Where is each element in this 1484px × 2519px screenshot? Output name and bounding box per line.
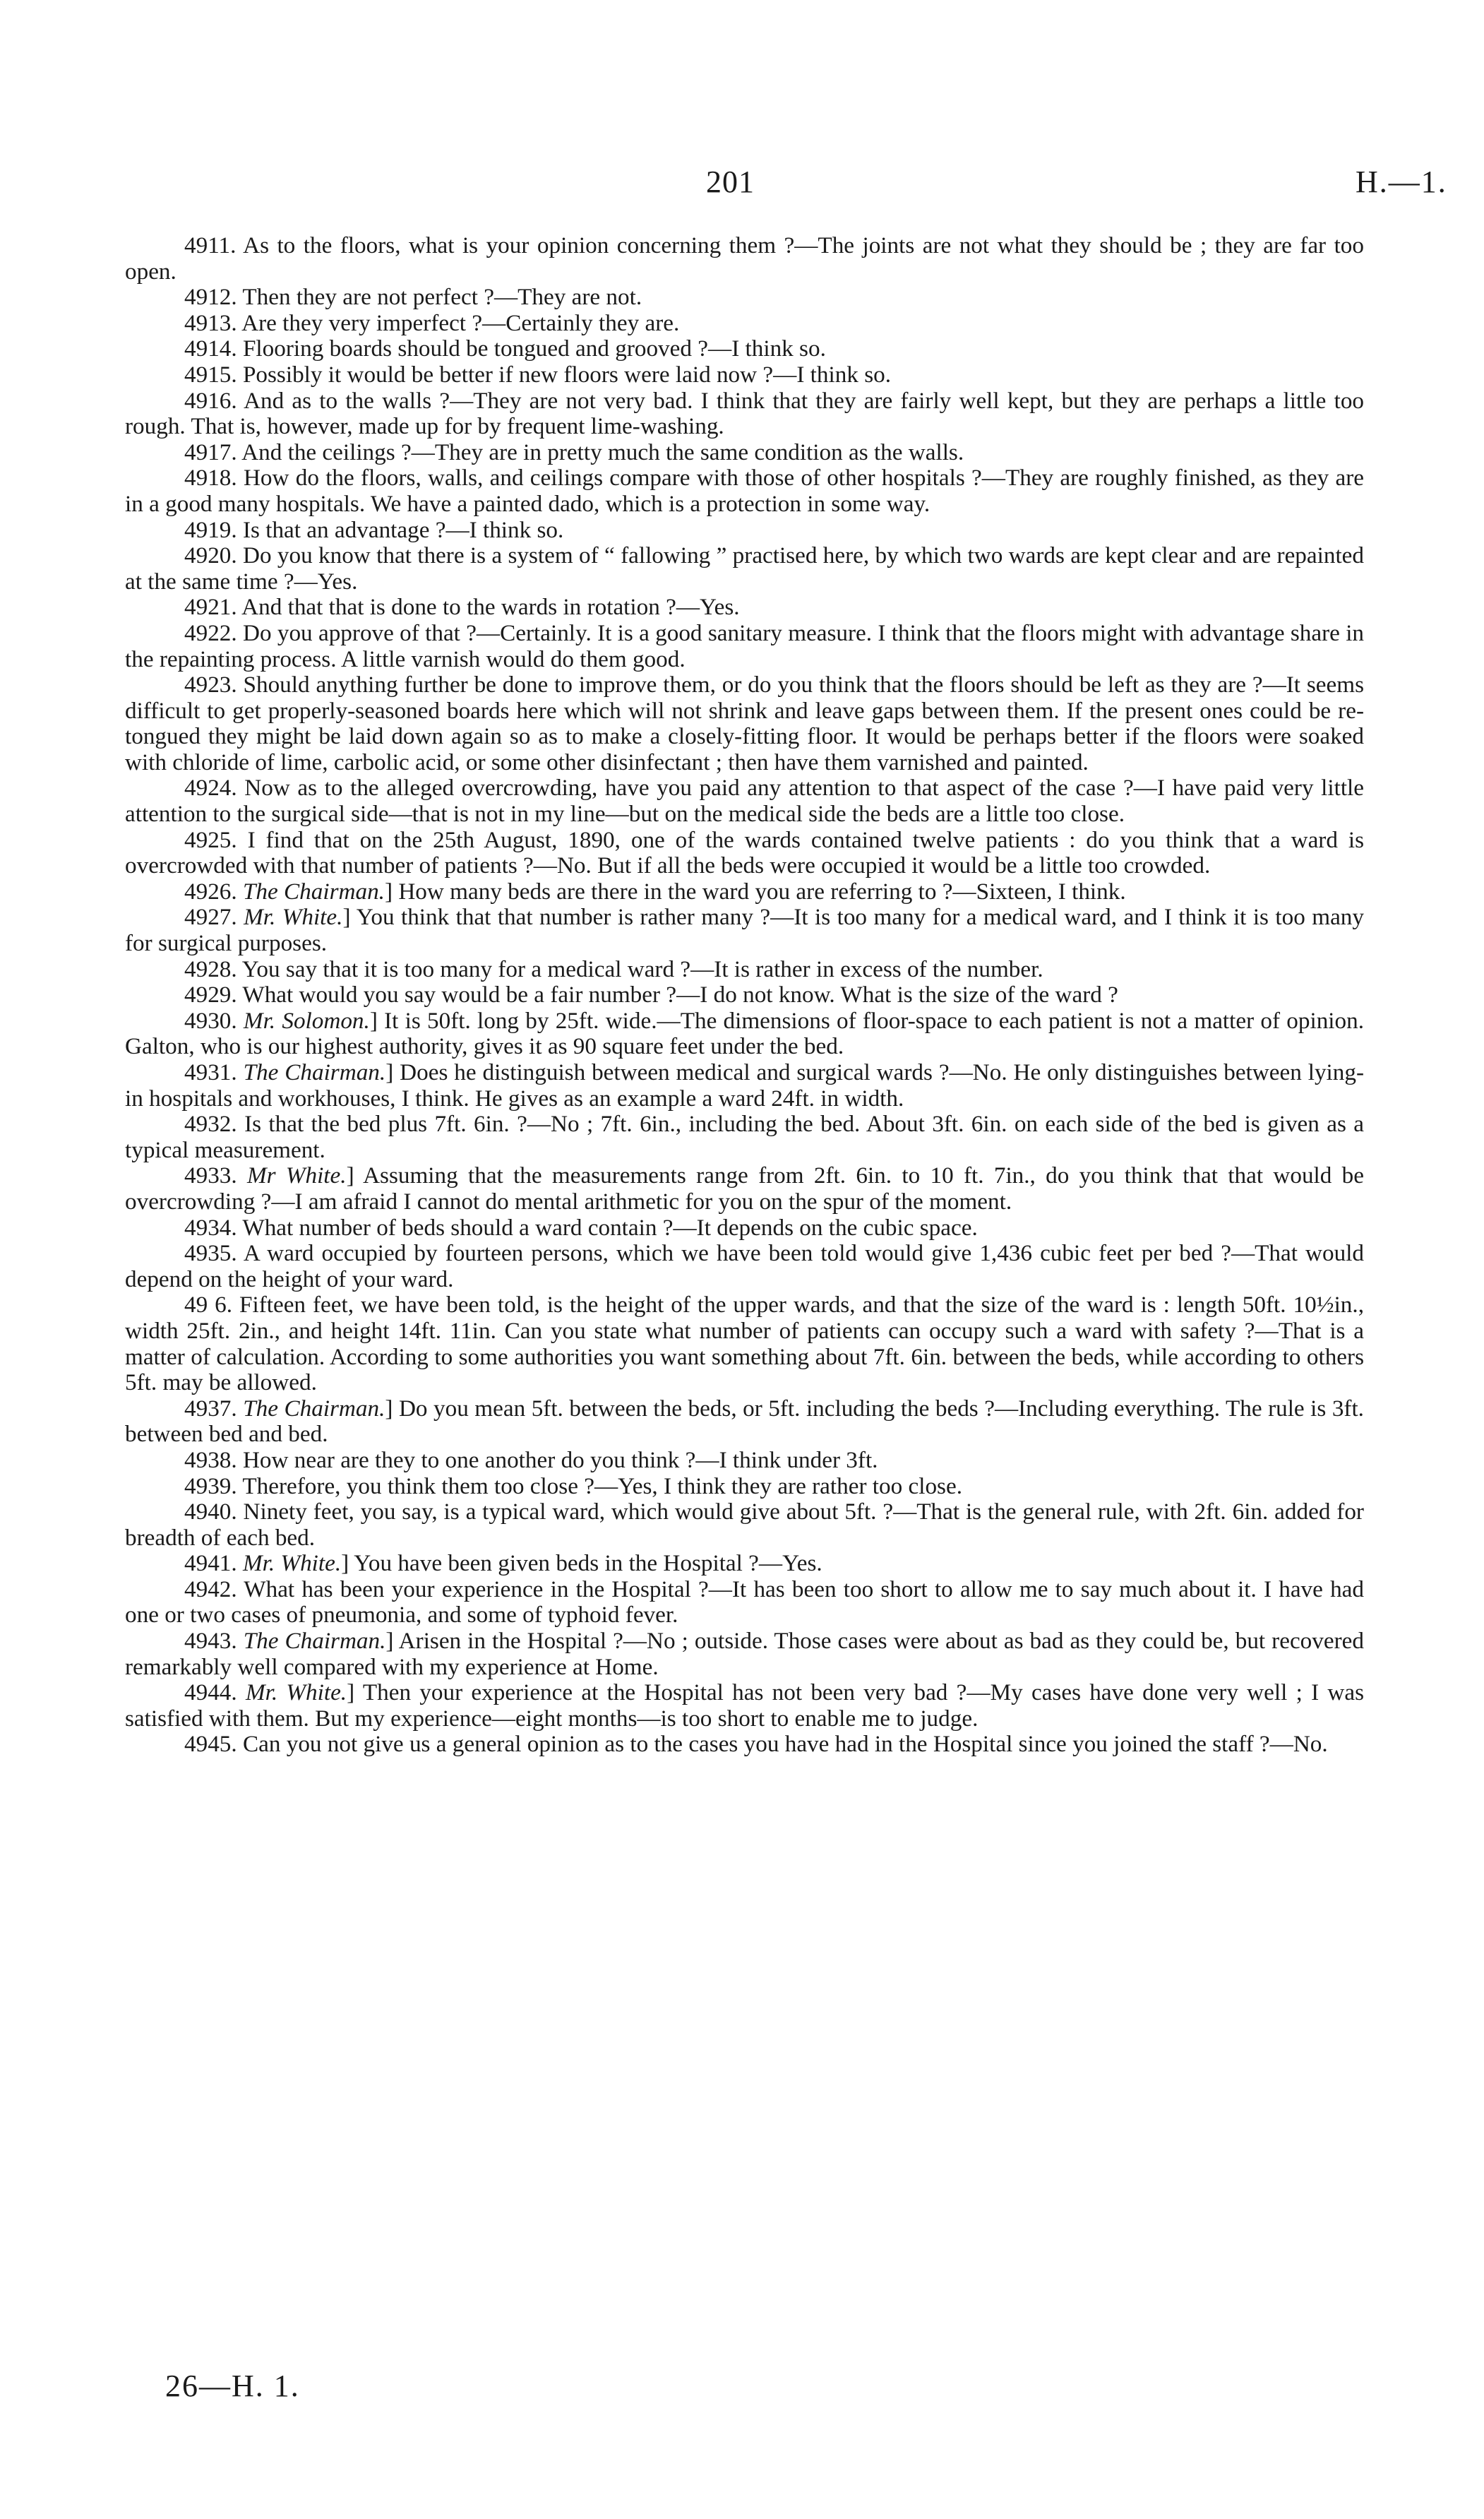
question-answer-text: How do the floors, walls, and ceilings compare with those of other hospitals ?—They are roughly finished, as they are in a good many hospitals. We have a painted dado, which is a protection in some way.: [125, 465, 1365, 517]
question-answer-text: Then your experience at the Hospital has not been very bad ?—My cases have done very well ; I was satisfied with them. But my experience—eight months—is too short to enable me to judge.: [125, 1679, 1365, 1732]
question-number: 4934.: [184, 1214, 237, 1241]
question-answer-text: As to the floors, what is your opinion concerning them ?—The joints are not what they should be ; they are far too open.: [125, 232, 1364, 285]
question-answer-text: Fifteen feet, we have been told, is the height of the upper wards, and that the size of the ward is : length 50ft. 10½in., width 25ft. 2in., and height 14ft. 11in. Can you state what number of patients can occupy such a ward with safety ?—That is a matter of calculation. According to some authorities you want something about 7ft. 6in. between the beds, while according to others 5ft. may be allowed.: [125, 1292, 1364, 1396]
question-answer-text: Do you know that there is a system of “ fallowing ” practised here, by which two wards are kept clear and are repainted at the same time ?—Yes.: [125, 542, 1364, 595]
question-paragraph: [125, 1577, 1364, 1628]
question-number: 4912.: [184, 284, 237, 311]
question-number: 4937.: [184, 1395, 237, 1422]
page-header: [0, 164, 1484, 206]
question-answer-text: And that that is done to the wards in rotation ?—Yes.: [241, 594, 740, 621]
question-answer-text: Does he distinguish between medical and surgical wards ?—No. He only distinguishes between lying-in hospitals and workhouses, I think. He gives as an example a ward 24ft. in width.: [125, 1059, 1365, 1112]
question-paragraph: [125, 1241, 1364, 1292]
question-number: 4928.: [184, 955, 237, 982]
question-paragraph: 4933. Mr White.] Assuming that the measurements range from 2ft. 6in. to 10 ft. 7in., do you think that that would be overcrowding ?—I am afraid I cannot do mental arithmetic for you on the spur of the moment.: [125, 1162, 1364, 1215]
question-answer-text: Do you approve of that ?—Certainly. It is a good sanitary measure. I think that the floors might with advantage share in the repainting process. A little varnish would do them good.: [125, 619, 1365, 672]
question-answer-text: Now as to the alleged overcrowding, have you paid any attention to that aspect of the case ?—I have paid very little attention to the surgical side—that is not in my line—but on the medical side the beds are a little too close.: [125, 775, 1364, 828]
question-number: 4944.: [184, 1679, 237, 1706]
question-answer-text: What would you say would be a fair number ?—I do not know. What is the size of the ward ?: [242, 982, 1118, 1008]
question-paragraph: [125, 1292, 1364, 1395]
question-number: 4943.: [184, 1628, 237, 1655]
question-paragraph: [125, 465, 1364, 517]
question-paragraph: [125, 1112, 1364, 1163]
document-reference: H.—1.: [1356, 165, 1447, 199]
question-number: 4929.: [184, 982, 237, 1008]
question-number: 4939.: [184, 1472, 237, 1499]
question-paragraph: 4931. The Chairman.] Does he distinguish between medical and surgical wards ?—No. He only distinguishes between lying-in hospitals and workhouses, I think. He gives as an example a ward 24ft. in width.: [125, 1059, 1365, 1112]
question-answer-text: You think that that number is rather many ?—It is too many for a medical ward, and I think it is too many for surgical purposes.: [125, 904, 1364, 957]
question-answer-text: Do you mean 5ft. between the beds, or 5ft. including the beds ?—Including everything. The rule is 3ft. between bed and bed.: [125, 1395, 1364, 1448]
question-number: 4932.: [184, 1111, 237, 1138]
question-answer-text: A ward occupied by fourteen persons, which we have been told would give 1,436 cubic feet per bed ?—That would depend on the height of your ward.: [125, 1240, 1365, 1292]
question-paragraph: [125, 518, 1364, 544]
question-answer-text: Assuming that the measurements range from 2ft. 6in. to 10 ft. 7in., do you think that that would be overcrowding ?—I am afraid I cannot do mental arithmetic for you on the spur of the moment.: [125, 1162, 1364, 1215]
question-answer-text: Then they are not perfect ?—They are not.: [242, 284, 642, 311]
question-paragraph: 4926. The Chairman.] How many beds are there in the ward you are referring to ?—Sixteen, I think.: [184, 878, 1126, 905]
question-paragraph: [125, 1474, 1364, 1500]
question-paragraph: 4941. Mr. White.] You have been given beds in the Hospital ?—Yes.: [184, 1550, 822, 1577]
question-number: 4911.: [184, 232, 237, 258]
question-paragraph: [125, 595, 1364, 621]
question-paragraph: [125, 621, 1364, 672]
question-paragraph: [125, 1215, 1364, 1241]
question-answer-text: Therefore, you think them too close ?—Yes, I think they are rather too close.: [242, 1472, 962, 1499]
speaker-name: Mr White.: [246, 1162, 347, 1189]
question-number: 4927.: [184, 904, 237, 931]
question-number: 4918.: [184, 465, 237, 492]
question-number: 4930.: [184, 1007, 237, 1034]
question-number: 4915.: [184, 361, 237, 388]
question-paragraph: 4930. Mr. Solomon.] It is 50ft. long by 25ft. wide.—The dimensions of floor-space to each patient is not a matter of opinion. Galton, who is our highest authority, gives it as 90 square feet under the bed.: [125, 1007, 1364, 1060]
speaker-name: The Chairman.: [242, 878, 385, 905]
question-number: 4940.: [184, 1499, 237, 1525]
question-number: 4913.: [184, 309, 237, 336]
question-number: 4938.: [184, 1446, 237, 1473]
question-paragraph: 4944. Mr. White.] Then your experience at the Hospital has not been very bad ?—My cases have done very well ; I was satisfied with them. But my experience—eight months—is too short to enable me to judge.: [125, 1679, 1365, 1732]
question-paragraph: [125, 543, 1364, 595]
question-paragraph: [125, 311, 1364, 337]
question-answer-text: And as to the walls ?—They are not very bad. I think that they are fairly well kept, but they are perhaps a little too rough. That is, however, made up for by frequent lime-washing.: [125, 387, 1365, 440]
question-paragraph: [125, 775, 1364, 827]
page-number: 201: [706, 165, 755, 199]
question-paragraph: 4927. Mr. White.] You think that that number is rather many ?—It is too many for a medical ward, and I think it is too many for surgical purposes.: [125, 904, 1364, 957]
question-number: 4926.: [184, 878, 237, 905]
question-answer-text: Ninety feet, you say, is a typical ward, which would give about 5ft. ?—That is the general rule, with 2ft. 6in. added for breadth of each bed.: [125, 1499, 1364, 1551]
question-paragraph: [125, 1732, 1364, 1758]
question-number: 4916.: [184, 387, 237, 414]
speaker-name: The Chairman.: [243, 1059, 386, 1085]
question-answer-text: I find that on the 25th August, 1890, one of the wards contained twelve patients : do you think that a ward is overcrowded with that number of patients ?—No. But if all the beds were occupied it would be a little too crowded.: [125, 826, 1364, 879]
speaker-name: Mr. White.: [242, 1550, 342, 1577]
question-paragraph: [125, 672, 1364, 775]
question-answer-text: Flooring boards should be tongued and grooved ?—I think so.: [242, 335, 826, 362]
question-paragraph: [125, 233, 1364, 285]
question-answer-text: How many beds are there in the ward you are referring to ?—Sixteen, I think.: [398, 878, 1126, 905]
question-number: 4923.: [184, 672, 237, 698]
question-answer-text: It is 50ft. long by 25ft. wide.—The dimensions of floor-space to each patient is not a matter of opinion. Galton, who is our highest authority, gives it as 90 square feet under the bed.: [125, 1007, 1364, 1060]
question-number: 4925.: [184, 826, 237, 853]
question-number: 4942.: [184, 1576, 237, 1602]
speaker-name: Mr. White.: [244, 904, 343, 931]
question-number: 4931.: [184, 1059, 237, 1085]
question-answer-text: You have been given beds in the Hospital ?—Yes.: [354, 1550, 822, 1577]
question-paragraph: [125, 285, 1364, 311]
question-number: 49 6.: [184, 1292, 233, 1318]
question-number: 4945.: [184, 1731, 237, 1758]
question-number: 4917.: [184, 439, 237, 465]
speaker-name: The Chairman.: [243, 1628, 386, 1655]
question-answer-text: Is that an advantage ?—I think so.: [242, 516, 564, 543]
question-answer-text: You say that it is too many for a medical ward ?—It is rather in excess of the number.: [241, 955, 1043, 982]
question-paragraph: 4937. The Chairman.] Do you mean 5ft. between the beds, or 5ft. including the beds ?—Including everything. The rule is 3ft. between bed and bed.: [125, 1395, 1364, 1448]
question-number: 4933.: [184, 1162, 237, 1189]
question-paragraph: [125, 982, 1364, 1008]
question-number: 4924.: [184, 775, 237, 802]
question-paragraph: [125, 1499, 1364, 1551]
question-number: 4935.: [184, 1240, 237, 1267]
question-paragraph: [125, 362, 1364, 388]
question-answer-text: And the ceilings ?—They are in pretty much the same condition as the walls.: [241, 439, 964, 465]
question-answer-text: Arisen in the Hospital ?—No ; outside. Those cases were about as bad as they could be, but recovered remarkably well compared with my experience at Home.: [125, 1628, 1364, 1680]
question-paragraph: [125, 440, 1364, 466]
question-answer-text: Are they very imperfect ?—Certainly they are.: [241, 309, 680, 336]
question-number: 4920.: [184, 542, 237, 569]
question-paragraph: [125, 828, 1364, 879]
question-paragraph: 4943. The Chairman.] Arisen in the Hospital ?—No ; outside. Those cases were about as bad as they could be, but recovered remarkably well compared with my experience at Home.: [125, 1628, 1364, 1680]
question-number: 4919.: [184, 516, 237, 543]
question-number: 4921.: [184, 594, 237, 621]
question-paragraph: [125, 1448, 1364, 1474]
speaker-name: Mr. White.: [245, 1679, 347, 1706]
question-number: 4922.: [184, 619, 237, 646]
question-paragraph: [125, 336, 1364, 362]
speaker-name: Mr. Solomon.: [243, 1007, 370, 1034]
question-number: 4914.: [184, 335, 237, 362]
question-answer-text: How near are they to one another do you think ?—I think under 3ft.: [242, 1446, 878, 1473]
evidence-text: [125, 233, 1364, 1758]
question-number: 4941.: [184, 1550, 237, 1577]
printer-signature: 26—H. 1.: [165, 2369, 300, 2403]
question-answer-text: Can you not give us a general opinion as to the cases you have had in the Hospital since you joined the staff ?—No.: [242, 1731, 1328, 1758]
speaker-name: The Chairman.: [243, 1395, 385, 1422]
question-answer-text: What number of beds should a ward contain ?—It depends on the cubic space.: [242, 1214, 978, 1241]
question-answer-text: Possibly it would be better if new floors were laid now ?—I think so.: [242, 361, 892, 388]
question-paragraph: [125, 957, 1364, 983]
question-answer-text: Should anything further be done to improve them, or do you think that the floors should be left as they are ?—It seems difficult to get properly-seasoned boards here which will not shrink and leave gaps between them. If the present ones could be re-tongued they might be laid down again so as to make a closely-fitting floor. It would be perhaps better if the floors were soaked with chloride of lime, carbolic acid, or some other disinfectant ; then have them varnished and painted.: [125, 672, 1364, 775]
question-answer-text: Is that the bed plus 7ft. 6in. ?—No ; 7ft. 6in., including the bed. About 3ft. 6in. on each side of the bed is given as a typical measurement.: [125, 1111, 1365, 1163]
question-paragraph: [125, 388, 1364, 440]
question-answer-text: What has been your experience in the Hospital ?—It has been too short to allow me to say much about it. I have had one or two cases of pneumonia, and some of typhoid fever.: [125, 1576, 1364, 1628]
